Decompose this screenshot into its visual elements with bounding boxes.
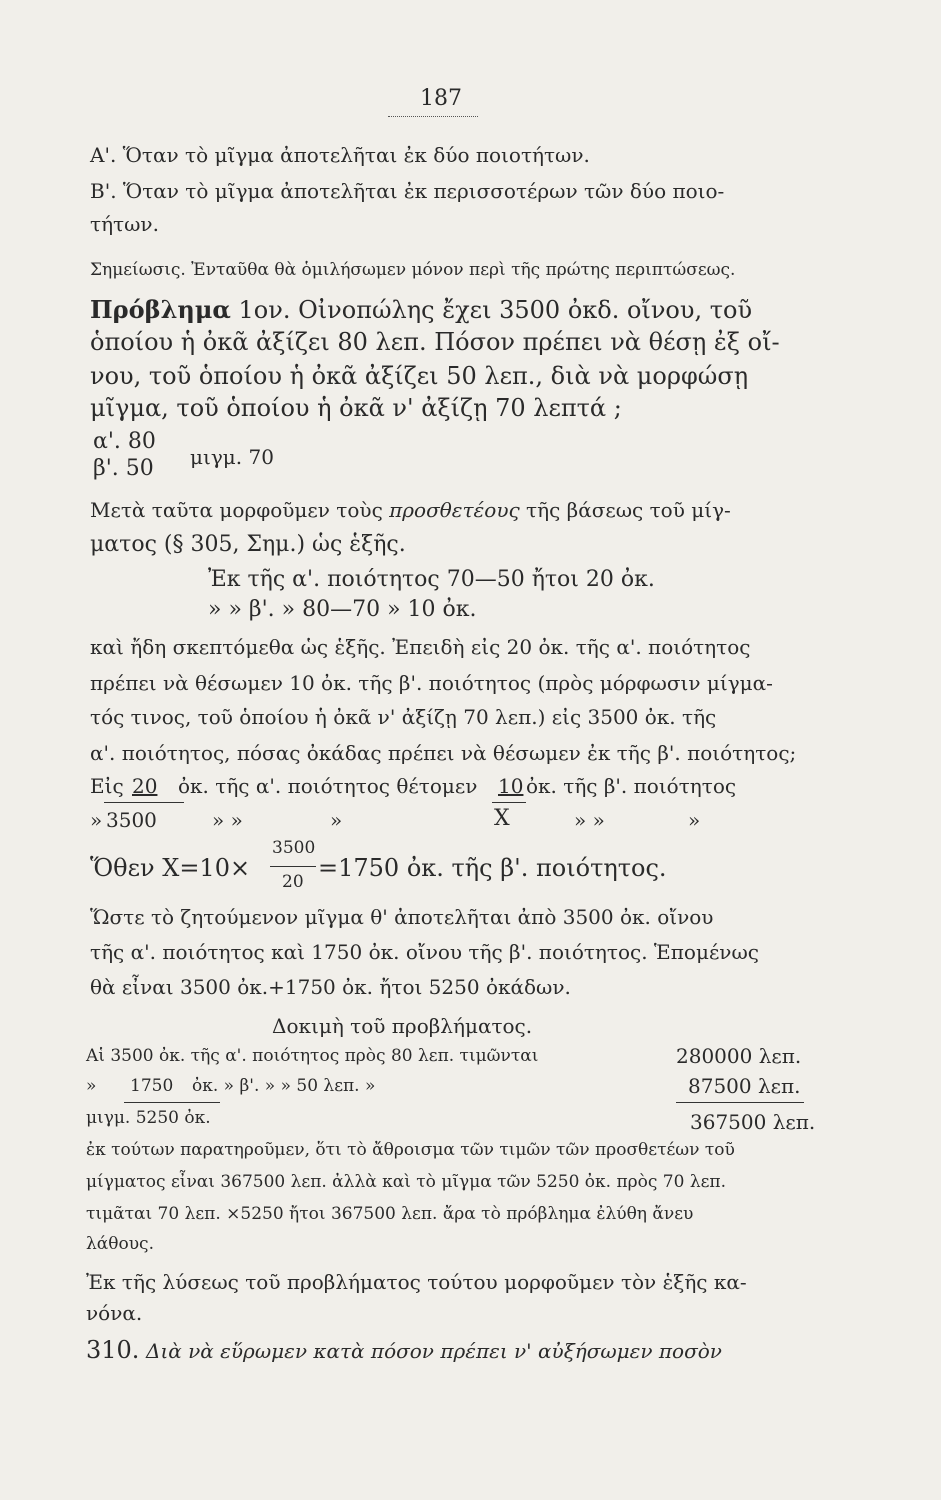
quality-b-value: β'. 50 — [93, 456, 154, 481]
proportion-row-1-label: Εἰς — [90, 774, 124, 798]
proportion-row-1-text-b: ὀκ. τῆς β'. ποιότητος — [526, 774, 737, 798]
verification-total-label: μιγμ. 5250 ὀκ. — [86, 1108, 211, 1128]
problem-line-1 — [90, 295, 753, 324]
result-line-a: Ὅθεν X=10× — [90, 854, 251, 882]
proportion-row-1-qty: 20 — [132, 774, 158, 798]
observation-line-4: λάθους. — [86, 1234, 154, 1254]
rule-intro-line-2: νόνα. — [86, 1301, 143, 1325]
note-line: Σημείωσις. Ἐνταῦθα θὰ ὁμιλήσωμεν μόνον περὶ τῆς πρώτης περιπτώσεως. — [90, 260, 736, 280]
proportion-row-1-text: ὀκ. τῆς α'. ποιότητος θέτομεν — [178, 774, 478, 798]
sum-rule-left — [124, 1102, 220, 1103]
proportion-row-1-qty-b: 10 — [498, 774, 524, 798]
fraction-numerator: 3500 — [272, 838, 316, 858]
proportion-row-2-qty: 3500 — [106, 808, 157, 832]
mixture-value: μιγμ. 70 — [190, 445, 274, 469]
rule-intro-line-1: Ἐκ τῆς λύσεως τοῦ προβλήματος τούτου μορφοῦμεν τὸν ἑξῆς κα- — [86, 1270, 747, 1294]
verification-heading: Δοκιμὴ τοῦ προβλήματος. — [272, 1014, 533, 1038]
proportion-row-2-f: » » — [574, 808, 605, 832]
verification-row-2-amount: 87500 λεπ. — [688, 1074, 801, 1098]
reasoning-line-3: τός τινος, τοῦ ὁποίου ἡ ὀκᾶ ν' ἀξίζῃ 70 λεπ.) εἰς 3500 ὀκ. τῆς — [90, 705, 717, 729]
case-b-line: Β'. Ὅταν τὸ μῖγμα ἀποτελῆται ἐκ περισσοτέρων τῶν δύο ποιο- — [90, 179, 725, 203]
meta-text-1c: τῆς βάσεως τοῦ μίγ- — [519, 498, 731, 522]
verification-row-2-qty: 1750 — [130, 1076, 174, 1096]
verification-row-2-a: » — [86, 1076, 97, 1096]
ek-line-2: » » β'. » 80—70 » 10 ὀκ. — [208, 597, 477, 622]
problem-label: Πρόβλημα — [90, 295, 231, 324]
sum-rule-right — [676, 1102, 804, 1103]
header-rule — [388, 116, 478, 117]
fraction-denominator: 20 — [282, 872, 304, 892]
proportion-rule-right — [492, 802, 526, 803]
problem-text-1: 1ον. Οἰνοπώλης ἔχει 3500 ὀκδ. οἴνου, τοῦ — [230, 296, 753, 324]
section-text: Διὰ νὰ εὕρωμεν κατὰ πόσον πρέπει ν' αὐξήσωμεν ποσὸν — [146, 1339, 722, 1363]
reasoning-line-2: πρέπει νὰ θέσωμεν 10 ὀκ. τῆς β'. ποιότητος (πρὸς μόρφωσιν μίγμα- — [90, 671, 773, 695]
case-b-line-2: τήτων. — [90, 212, 159, 236]
conclusion-line-1: Ὥστε τὸ ζητούμενον μῖγμα θ' ἀποτελῆται ἀπὸ 3500 ὀκ. οἴνου — [90, 905, 714, 929]
fraction-bar — [270, 866, 316, 867]
section-number: 310. — [86, 1336, 140, 1364]
meta-text-1b: προσθετέους — [389, 498, 520, 522]
verification-row-1: Αἱ 3500 ὀκ. τῆς α'. ποιότητος πρὸς 80 λεπ. τιμῶνται — [86, 1046, 539, 1066]
proportion-rule-left — [104, 802, 184, 803]
proportion-row-2-d: » — [330, 808, 343, 832]
result-line-b: =1750 ὀκ. τῆς β'. ποιότητος. — [318, 854, 667, 882]
problem-line-3: νου, τοῦ ὁποίου ἡ ὀκᾶ ἀξίζει 50 λεπ., διὰ νὰ μορφώσῃ — [90, 362, 749, 390]
conclusion-line-3: θὰ εἶναι 3500 ὀκ.+1750 ὀκ. ἤτοι 5250 ὀκάδων. — [90, 975, 571, 999]
meta-line-2: ματος (§ 305, Σημ.) ὡς ἑξῆς. — [90, 532, 406, 557]
conclusion-line-2: τῆς α'. ποιότητος καὶ 1750 ὀκ. οἴνου τῆς β'. ποιότητος. Ἑπομένως — [90, 940, 759, 964]
problem-line-4: μῖγμα, τοῦ ὁποίου ἡ ὀκᾶ ν' ἀξίζῃ 70 λεπτά ; — [90, 394, 622, 422]
reasoning-line-1: καὶ ἤδη σκεπτόμεθα ὡς ἑξῆς. Ἐπειδὴ εἰς 20 ὀκ. τῆς α'. ποιότητος — [90, 635, 751, 659]
meta-text-1a: Μετὰ ταῦτα μορφοῦμεν τοὺς — [90, 498, 390, 522]
proportion-row-2-unknown: X — [494, 806, 510, 831]
verification-total-amount: 367500 λεπ. — [690, 1110, 816, 1134]
reasoning-line-4: α'. ποιότητος, πόσας ὀκάδας πρέπει νὰ θέσωμεν ἐκ τῆς β'. ποιότητος; — [90, 741, 797, 765]
verification-row-1-amount: 280000 λεπ. — [676, 1044, 802, 1068]
proportion-row-2-a: » — [90, 808, 103, 832]
proportion-row-2-c: » » — [212, 808, 243, 832]
quality-a-value: α'. 80 — [93, 429, 156, 454]
ek-line-1: Ἐκ τῆς α'. ποιότητος 70—50 ἤτοι 20 ὀκ. — [208, 567, 655, 592]
problem-line-2: ὁποίου ἡ ὀκᾶ ἀξίζει 80 λεπ. Πόσον πρέπει νὰ θέσῃ ἐξ οἴ- — [90, 328, 780, 356]
verification-row-2-text: ὀκ. » β'. » » 50 λεπ. » — [192, 1076, 376, 1096]
meta-line-1 — [90, 500, 731, 520]
observation-line-3: τιμᾶται 70 λεπ. ×5250 ἤτοι 367500 λεπ. ἄρα τὸ πρόβλημα ἐλύθη ἄνευ — [86, 1204, 694, 1224]
case-a-line: Α'. Ὅταν τὸ μῖγμα ἀποτελῆται ἐκ δύο ποιοτήτων. — [90, 143, 590, 167]
observation-line-1: ἐκ τούτων παρατηροῦμεν, ὅτι τὸ ἄθροισμα τῶν τιμῶν τῶν προσθετέων τοῦ — [86, 1140, 735, 1160]
proportion-row-2-g: » — [688, 808, 701, 832]
observation-line-2: μίγματος εἶναι 367500 λεπ. ἀλλὰ καὶ τὸ μῖγμα τῶν 5250 ὀκ. πρὸς 70 λεπ. — [86, 1172, 726, 1192]
page-number: 187 — [420, 86, 462, 111]
